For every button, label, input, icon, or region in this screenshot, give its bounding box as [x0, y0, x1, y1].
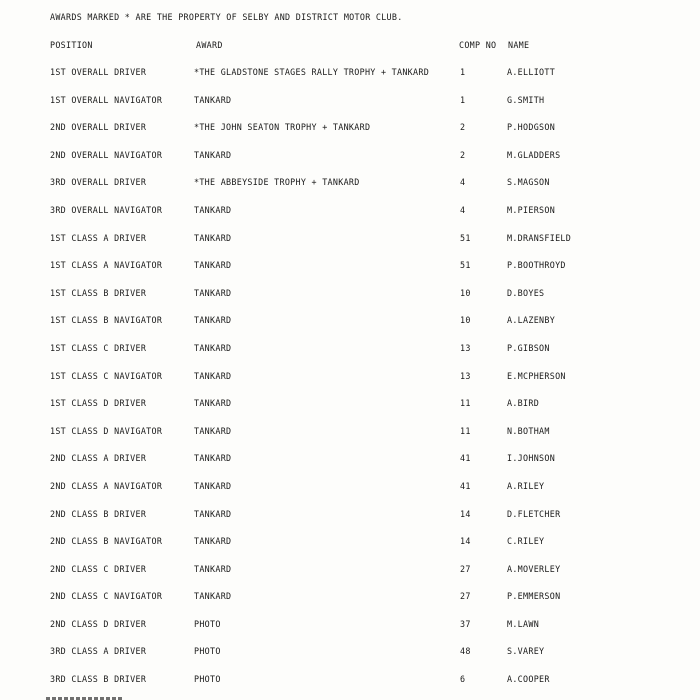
comp-no-cell: 27	[460, 591, 471, 602]
position-cell: 2ND CLASS A DRIVER	[50, 453, 147, 464]
name-header: NAME	[508, 40, 530, 50]
comp-no-cell: 11	[460, 425, 471, 436]
name-cell: M.DRANSFIELD	[507, 232, 572, 243]
comp-no-cell: 11	[460, 398, 471, 409]
table-row	[0, 91, 700, 119]
table-row	[0, 118, 700, 146]
table-row	[0, 229, 700, 257]
table-row	[0, 284, 700, 312]
comp-no-cell: 41	[460, 453, 471, 464]
comp-no-cell: 48	[460, 646, 471, 657]
ownership-note: AWARDS MARKED * ARE THE PROPERTY OF SELBY AND DISTRICT MOTOR CLUB.	[50, 12, 403, 22]
award-cell: *THE GLADSTONE STAGES RALLY TROPHY + TANKARD	[194, 67, 430, 77]
name-cell: C.RILEY	[507, 536, 545, 547]
table-row	[0, 63, 700, 91]
name-cell: P.GIBSON	[507, 342, 550, 353]
position-cell: 2ND CLASS C NAVIGATOR	[50, 591, 163, 602]
table-row	[0, 642, 700, 670]
column-headers	[0, 40, 700, 52]
award-cell: TANKARD	[194, 232, 232, 243]
name-cell: A.RILEY	[507, 480, 545, 491]
position-cell: 1ST CLASS B DRIVER	[50, 287, 147, 298]
award-cell: TANKARD	[194, 591, 232, 602]
name-cell: D.BOYES	[507, 287, 545, 298]
name-cell: E.MCPHERSON	[507, 370, 566, 381]
table-row	[0, 339, 700, 367]
comp-no-cell: 10	[460, 315, 471, 326]
name-cell: P.EMMERSON	[507, 591, 561, 602]
comp-no-cell: 1	[460, 67, 466, 77]
table-row	[0, 560, 700, 588]
name-cell: A.ELLIOTT	[507, 67, 556, 77]
table-row	[0, 173, 700, 201]
award-cell: TANKARD	[194, 563, 232, 574]
name-cell: A.LAZENBY	[507, 315, 556, 326]
name-cell: A.COOPER	[507, 674, 550, 685]
comp-no-cell: 2	[460, 149, 466, 160]
award-cell: TANKARD	[194, 425, 232, 436]
name-cell: G.SMITH	[507, 94, 545, 105]
table-row	[0, 615, 700, 643]
position-cell: 3RD CLASS A DRIVER	[50, 646, 147, 657]
award-cell: PHOTO	[194, 674, 221, 685]
table-row	[0, 201, 700, 229]
name-cell: S.VAREY	[507, 646, 545, 657]
award-cell: TANKARD	[194, 315, 232, 326]
position-cell: 3RD OVERALL NAVIGATOR	[50, 204, 163, 215]
table-row	[0, 311, 700, 339]
position-cell: 2ND CLASS B NAVIGATOR	[50, 536, 163, 547]
position-cell: 1ST OVERALL NAVIGATOR	[50, 94, 163, 105]
position-cell: 1ST CLASS C NAVIGATOR	[50, 370, 163, 381]
position-cell: 2ND CLASS A NAVIGATOR	[50, 480, 163, 491]
table-row	[0, 256, 700, 284]
award-cell: TANKARD	[194, 260, 232, 271]
position-cell: 3RD CLASS B DRIVER	[50, 674, 147, 685]
position-cell: 1ST CLASS D NAVIGATOR	[50, 425, 163, 436]
comp-no-cell: 10	[460, 287, 471, 298]
table-row	[0, 367, 700, 395]
position-cell: 1ST CLASS D DRIVER	[50, 398, 147, 409]
award-cell: TANKARD	[194, 536, 232, 547]
position-cell: 2ND CLASS D DRIVER	[50, 618, 147, 629]
name-cell: P.HODGSON	[507, 122, 556, 133]
name-cell: D.FLETCHER	[507, 508, 561, 519]
award-cell: TANKARD	[194, 342, 232, 353]
comp-no-cell: 51	[460, 260, 471, 271]
name-cell: M.PIERSON	[507, 204, 556, 215]
award-cell: TANKARD	[194, 508, 232, 519]
comp-no-header: COMP NO	[459, 40, 497, 50]
award-cell: TANKARD	[194, 94, 232, 105]
comp-no-cell: 4	[460, 204, 466, 215]
cut-off-text-fragment	[46, 694, 126, 700]
table-row	[0, 477, 700, 505]
table-row	[0, 422, 700, 450]
comp-no-cell: 37	[460, 618, 471, 629]
name-cell: A.BIRD	[507, 398, 540, 409]
table-row	[0, 146, 700, 174]
position-cell: 1ST CLASS A DRIVER	[50, 232, 147, 243]
table-row	[0, 505, 700, 533]
comp-no-cell: 1	[460, 94, 466, 105]
comp-no-cell: 4	[460, 177, 466, 188]
comp-no-cell: 13	[460, 370, 471, 381]
award-cell: TANKARD	[194, 370, 232, 381]
name-cell: A.MOVERLEY	[507, 563, 561, 574]
name-cell: N.BOTHAM	[507, 425, 550, 436]
award-cell: PHOTO	[194, 618, 221, 629]
position-cell: 2ND OVERALL DRIVER	[50, 122, 147, 133]
award-cell: TANKARD	[194, 149, 232, 160]
comp-no-cell: 14	[460, 508, 471, 519]
position-cell: 1ST CLASS B NAVIGATOR	[50, 315, 163, 326]
table-row	[0, 587, 700, 615]
position-header: POSITION	[50, 40, 93, 50]
award-cell: TANKARD	[194, 287, 232, 298]
awards-table	[0, 63, 700, 698]
award-cell: TANKARD	[194, 453, 232, 464]
award-header: AWARD	[196, 40, 223, 50]
award-cell: TANKARD	[194, 204, 232, 215]
comp-no-cell: 41	[460, 480, 471, 491]
name-cell: M.GLADDERS	[507, 149, 561, 160]
position-cell: 1ST CLASS A NAVIGATOR	[50, 260, 163, 271]
name-cell: P.BOOTHROYD	[507, 260, 566, 271]
award-cell: PHOTO	[194, 646, 221, 657]
comp-no-cell: 13	[460, 342, 471, 353]
comp-no-cell: 14	[460, 536, 471, 547]
table-row	[0, 449, 700, 477]
table-row	[0, 532, 700, 560]
table-row	[0, 394, 700, 422]
comp-no-cell: 6	[460, 674, 466, 685]
position-cell: 1ST CLASS C DRIVER	[50, 342, 147, 353]
name-cell: M.LAWN	[507, 618, 540, 629]
comp-no-cell: 2	[460, 122, 466, 133]
comp-no-cell: 51	[460, 232, 471, 243]
award-cell: TANKARD	[194, 480, 232, 491]
position-cell: 3RD OVERALL DRIVER	[50, 177, 147, 188]
position-cell: 2ND OVERALL NAVIGATOR	[50, 149, 163, 160]
position-cell: 2ND CLASS C DRIVER	[50, 563, 147, 574]
name-cell: S.MAGSON	[507, 177, 550, 188]
position-cell: 1ST OVERALL DRIVER	[50, 67, 147, 77]
position-cell: 2ND CLASS B DRIVER	[50, 508, 147, 519]
award-cell: TANKARD	[194, 398, 232, 409]
name-cell: I.JOHNSON	[507, 453, 556, 464]
award-cell: *THE JOHN SEATON TROPHY + TANKARD	[194, 122, 371, 133]
comp-no-cell: 27	[460, 563, 471, 574]
award-cell: *THE ABBEYSIDE TROPHY + TANKARD	[194, 177, 360, 188]
